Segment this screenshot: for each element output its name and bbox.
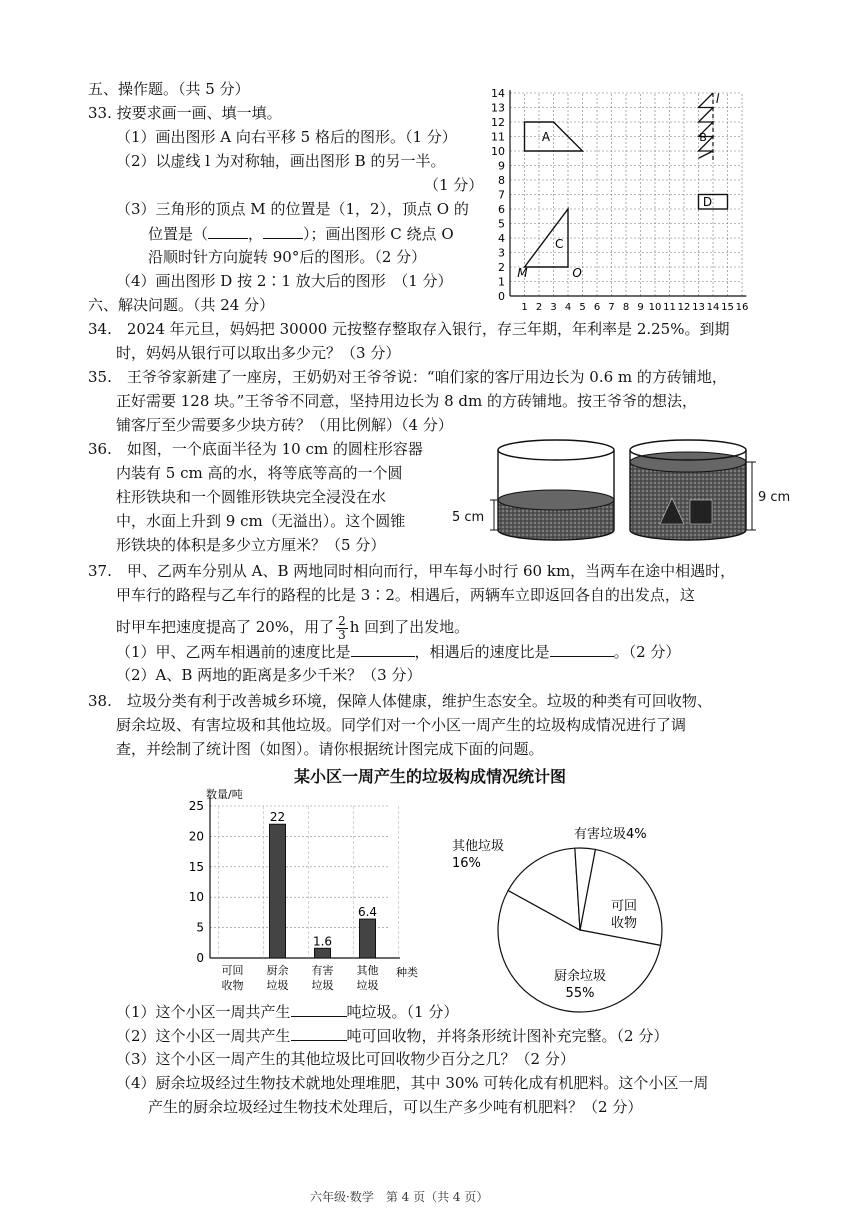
y-tick-label: 20 xyxy=(188,829,204,844)
x-tick-label: 14 xyxy=(706,302,720,313)
category-label: 垃圾 xyxy=(311,979,334,992)
label-a: A xyxy=(541,129,551,144)
pie-slice-label: 55% xyxy=(565,986,595,1001)
x-tick-label: 16 xyxy=(735,302,749,313)
bar-value-label: 6.4 xyxy=(357,905,378,920)
pie-slice-label: 有害垃圾4% xyxy=(574,827,647,842)
answer-blank[interactable] xyxy=(208,222,248,239)
fraction-numerator: 2 xyxy=(338,613,346,628)
q38-line1: 38. 垃圾分类有利于改善城乡环境，保障人体健康，维护生态安全。垃圾的种类有可回收物、 xyxy=(88,692,712,710)
answer-blank[interactable] xyxy=(291,1000,347,1017)
x-tick-label: 11 xyxy=(663,302,676,313)
answer-blank[interactable] xyxy=(351,640,415,657)
pie-slice-label: 可回 xyxy=(610,899,638,914)
q37-line2: 甲车行的路程与乙车行的路程的比是 3∶2。相遇后，两辆车立即返回各自的出发点，这 xyxy=(116,586,695,604)
y-tick-label: 13 xyxy=(491,101,505,115)
q33-part3-line2 xyxy=(148,222,454,245)
bar xyxy=(270,824,286,958)
q36-line4: 中，水面上升到 9 cm（无溢出）。这个圆锥 xyxy=(116,512,406,530)
bar xyxy=(315,948,331,958)
category-label: 收物 xyxy=(221,979,244,992)
section-5-title: 五、操作题。（共 5 分） xyxy=(88,80,250,98)
x-tick-label: 13 xyxy=(692,302,705,313)
q33-part3-text-c: ）；画出图形 C 绕点 O xyxy=(303,225,454,243)
label-d: D xyxy=(702,195,713,210)
x-axis-label: 种类 xyxy=(396,966,418,979)
category-label: 可回 xyxy=(221,964,244,977)
q33-part2: （2）以虚线 l 为对称轴，画出图形 B 的另一半。 xyxy=(116,152,446,170)
pie-slice-label: 厨余垃圾 xyxy=(553,969,607,984)
q33-part4: （4）画出图形 D 按 2∶1 放大后的图形 （1 分） xyxy=(116,272,453,290)
q37-part1 xyxy=(116,640,680,663)
q37-part1-text-b: ，相遇后的速度比是 xyxy=(414,643,550,661)
y-axis-label: 数量/吨 xyxy=(206,788,243,801)
y-tick-label: 5 xyxy=(196,920,204,935)
q33-part3-line3: 沿顺时针方向旋转 90°后的图形。（2 分） xyxy=(148,248,427,266)
y-tick-label: 6 xyxy=(498,203,505,216)
q36-line1: 36. 如图，一个底面半径为 10 cm 的圆柱形容器 xyxy=(88,440,423,458)
chart-title: 某小区一周产生的垃圾构成情况统计图 xyxy=(293,767,566,786)
x-tick-label: 2 xyxy=(535,302,543,313)
x-tick-label: 10 xyxy=(648,302,662,313)
label-m: M xyxy=(517,266,528,281)
answer-blank[interactable] xyxy=(263,222,303,239)
cylinder-after xyxy=(630,440,756,540)
q38-part4-line2: 产生的厨余垃圾经过生物技术处理后，可以生产多少吨有机肥料？（2 分） xyxy=(148,1098,643,1116)
bar-value-label: 22 xyxy=(269,810,286,825)
q33-part3-line1: （3）三角形的顶点 M 的位置是（1，2），顶点 O 的 xyxy=(116,200,469,218)
q38-part1 xyxy=(116,1000,458,1023)
bar xyxy=(360,919,376,958)
q38-part1-text-b: 吨垃圾。（1 分） xyxy=(346,1003,459,1021)
label-c: C xyxy=(554,237,564,252)
y-tick-label: 15 xyxy=(188,859,204,874)
fraction-denominator: 3 xyxy=(338,627,346,642)
q33-stem: 33. 按要求画一画、填一填。 xyxy=(88,104,282,122)
q37-line1: 37. 甲、乙两车分别从 A、B 两地同时相向而行，甲车每小时行 60 km，当两车在途中相遇时， xyxy=(88,562,736,580)
x-tick-label: 12 xyxy=(677,302,691,313)
section-6-title: 六、解决问题。（共 24 分） xyxy=(88,296,275,314)
fraction-two-thirds xyxy=(336,615,348,642)
category-label: 厨余 xyxy=(266,964,289,977)
category-label: 垃圾 xyxy=(356,979,379,992)
y-tick-label: 10 xyxy=(188,890,204,905)
cylinder-block xyxy=(690,500,712,524)
q38-part2-text-a: （2）这个小区一周共产生 xyxy=(116,1027,291,1045)
label-b: B xyxy=(699,130,707,144)
q37-part2: （2）A、B 两地的距离是多少千米？（3 分） xyxy=(116,666,422,684)
y-tick-label: 5 xyxy=(498,217,505,231)
y-tick-label: 14 xyxy=(491,87,505,100)
q38-part1-text-a: （1）这个小区一周共产生 xyxy=(116,1003,291,1021)
category-label: 其他 xyxy=(356,964,379,977)
cylinder-before xyxy=(490,440,614,540)
y-tick-label: 25 xyxy=(188,799,204,813)
pie-chart xyxy=(452,820,680,1020)
answer-blank[interactable] xyxy=(291,1024,347,1041)
q38-part3: （3）这个小区一周产生的其他垃圾比可回收物少百分之几？（2 分） xyxy=(116,1050,575,1068)
q36-line5: 形铁块的体积是多少立方厘米？（5 分） xyxy=(116,536,386,554)
q38-part2-text-b: 吨可回收物，并将条形统计图补充完整。（2 分） xyxy=(346,1027,669,1045)
y-tick-label: 2 xyxy=(498,261,505,274)
label-l: l xyxy=(715,92,720,107)
q38-part2 xyxy=(116,1024,668,1047)
q38-part4-line1: （4）厨余垃圾经过生物技术就地处理堆肥，其中 30% 可转化成有机肥料。这个小区一周 xyxy=(116,1074,709,1092)
pie-slice-label: 16% xyxy=(452,856,481,871)
q37-part1-text-a: （1）甲、乙两车相遇前的速度比是 xyxy=(116,643,351,661)
q34-line2: 时，妈妈从银行可以取出多少元？（3 分） xyxy=(116,344,401,362)
y-tick-label: 4 xyxy=(498,232,505,245)
q33-part1: （1）画出图形 A 向右平移 5 格后的图形。（1 分） xyxy=(116,128,457,146)
q35-line3: 铺客厅至少需要多少块方砖？（用比例解）（4 分） xyxy=(116,416,453,434)
cylinder-figure xyxy=(450,430,790,550)
y-tick-label: 8 xyxy=(498,174,505,187)
q36-line3: 柱形铁块和一个圆锥形铁块完全浸没在水 xyxy=(116,488,387,506)
q35-line1: 35. 王爷爷家新建了一座房，王奶奶对王爷爷说：“咱们家的客厅用边长为 0.6 m 的方砖铺地， xyxy=(88,368,727,386)
q33-part2-score: （1 分） xyxy=(424,176,484,194)
category-label: 垃圾 xyxy=(266,979,289,992)
y-tick-label: 0 xyxy=(498,290,505,303)
bar-chart xyxy=(180,786,460,1002)
y-tick-label: 11 xyxy=(491,130,505,144)
q33-part3-text-b: ， xyxy=(248,225,264,243)
answer-blank[interactable] xyxy=(550,640,614,657)
coordinate-grid xyxy=(488,78,778,318)
pie-slice-label: 收物 xyxy=(610,916,638,931)
pie-slice-label: 其他垃圾 xyxy=(452,839,505,854)
x-tick-label: 6 xyxy=(593,302,601,313)
x-tick-label: 7 xyxy=(608,302,615,313)
q35-line2: 正好需要 128 块。”王爷爷不同意，坚持用边长为 8 dm 的方砖铺地。按王爷爷的想法， xyxy=(116,392,698,410)
y-tick-label: 3 xyxy=(498,246,505,260)
x-tick-label: 9 xyxy=(637,302,644,313)
bar-value-label: 1.6 xyxy=(312,934,333,949)
q33-part3-text-a: 位置是（ xyxy=(148,225,209,243)
shape-b xyxy=(699,93,714,158)
x-tick-label: 4 xyxy=(564,302,572,313)
cylinder-label-5cm: 5 cm xyxy=(452,510,485,525)
q37-line3 xyxy=(116,612,469,642)
y-tick-label: 9 xyxy=(498,159,505,173)
q38-line3: 查，并绘制了统计图（如图）。请你根据统计图完成下面的问题。 xyxy=(116,740,544,758)
y-tick-label: 7 xyxy=(498,188,505,202)
x-tick-label: 1 xyxy=(521,302,528,313)
q38-line2: 厨余垃圾、有害垃圾和其他垃圾。同学们对一个小区一周产生的垃圾构成情况进行了调 xyxy=(116,716,687,734)
x-tick-label: 8 xyxy=(622,302,630,313)
page-footer: 六年级·数学 第 4 页（共 4 页） xyxy=(310,1190,489,1204)
category-label: 有害 xyxy=(311,964,334,977)
q37-line3-text-a: 时甲车把速度提高了 20%，用了 xyxy=(116,618,335,636)
y-tick-label: 1 xyxy=(498,275,505,289)
y-tick-label: 0 xyxy=(196,951,204,965)
q37-part1-text-c: 。（2 分） xyxy=(613,643,681,661)
x-tick-label: 3 xyxy=(550,302,557,313)
y-tick-label: 12 xyxy=(491,116,505,129)
label-o: O xyxy=(572,266,582,281)
y-tick-label: 10 xyxy=(491,145,505,158)
q37-line3-text-b: h 回到了出发地。 xyxy=(349,618,470,636)
x-tick-label: 15 xyxy=(721,302,734,313)
q36-line2: 内装有 5 cm 高的水，将等底等高的一个圆 xyxy=(116,464,403,482)
q34-line1: 34. 2024 年元旦，妈妈把 30000 元按整存整取存入银行，存三年期，年利率是 2.25%。到期 xyxy=(88,320,730,338)
cylinder-label-9cm: 9 cm xyxy=(758,490,791,505)
x-tick-label: 5 xyxy=(579,302,586,313)
